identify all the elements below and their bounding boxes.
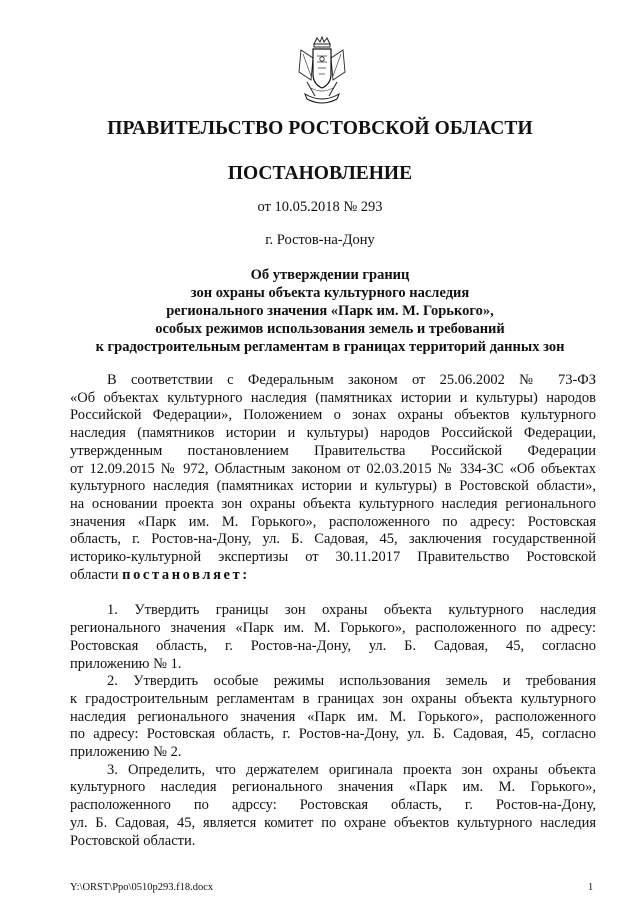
text-line: приложению № 2. — [70, 744, 182, 761]
text-line — [70, 567, 596, 585]
text-line: ул. Б. Садовая, 45, является комитет по охране объектов культурного наследия — [70, 814, 596, 831]
text-line: к градостроительным регламентам в границах зон охраны объекта культурного — [70, 690, 596, 707]
coat-of-arms-icon — [293, 36, 351, 106]
decree-body — [70, 372, 596, 850]
text-line: Ростовской области. — [70, 832, 196, 849]
preamble-paragraph — [70, 372, 596, 584]
text-line: 2. Утвердить особые режимы использования земель и требования — [107, 673, 596, 690]
text-line: историко-культурной экспертизы от 30.11.2017 Правительство Ростовской — [70, 549, 596, 566]
text-line: от 12.09.2015 № 972, Областным законом от 02.03.2015 № 334-ЗС «Об объектах — [70, 460, 596, 477]
item-paragraph-3 — [70, 762, 596, 851]
text-line: по адресу: Ростовская область, г. Ростов-на-Дону, ул. Б. Садовая, 45, согласно — [70, 726, 596, 743]
text-line: наследия регионального значения «Парк им. М. Горького», расположенного — [70, 708, 596, 725]
text-line: «Об объектах культурного наследия (памятниках истории и культуры) народов — [70, 389, 596, 406]
text-line: значения «Парк им. М. Горького», расположенного по адресу: Ростовская — [70, 513, 596, 530]
title-line: регионального значения «Парк им. М. Горького», — [166, 303, 494, 319]
item-paragraph-2 — [70, 673, 596, 762]
text-line: культурного наследия (памятниках истории и культуры) в Ростовской области», — [70, 478, 596, 495]
text-line: на основании проекта зон охраны объекта культурного наследия регионального — [70, 495, 596, 512]
text-line: приложению № 1. — [70, 655, 182, 672]
file-path: Y:\ORST\Ppo\0510p293.f18.docx — [70, 882, 214, 893]
item-paragraph-1 — [70, 602, 596, 673]
decree-title — [70, 266, 590, 356]
decree-date-number: от 10.05.2018 № 293 — [257, 199, 383, 215]
text-line: расположенного по адрссу: Ростовская область, г. Ростов-на-Дону, — [70, 797, 596, 814]
text-line: наследия (памятников истории и культуры) народов Российской Федерации, — [70, 425, 596, 442]
text-line: В соответствии с Федеральным законом от 25.06.2002 № 73-ФЗ — [107, 372, 596, 388]
page-number: 1 — [588, 882, 594, 893]
resolves-word: постановляет: — [122, 566, 250, 583]
text-line: 3. Определить, что держателем оригинала проекта зон охраны объекта — [107, 761, 596, 778]
text-line: 1. Утвердить границы зон охраны объекта культурного наследия — [107, 602, 596, 619]
title-line: к градостроительным регламентам в границах территорий данных зон — [95, 339, 565, 355]
text-line: утвержденным постановлением Правительства Российской Федерации — [70, 442, 596, 459]
title-line: особых режимов использования земель и требований — [155, 321, 505, 337]
government-name: ПРАВИТЕЛЬСТВО РОСТОВСКОЙ ОБЛАСТИ — [107, 118, 533, 139]
issue-city: г. Ростов-на-Дону — [265, 232, 375, 248]
text-line: область, г. Ростов-на-Дону, ул. Б. Садовая, 45, заключения государственной — [70, 531, 596, 548]
title-line: зон охраны объекта культурного наследия — [190, 285, 470, 301]
title-line: Об утверждении границ — [250, 267, 410, 283]
preamble-last-prefix: области — [70, 566, 123, 583]
text-line: регионального значения «Парк им. М. Горького», расположенного по адресу: — [70, 620, 596, 637]
text-line: культурного наследия регионального значения «Парк им. М. Горького», — [70, 779, 596, 796]
document-type: ПОСТАНОВЛЕНИЕ — [227, 163, 413, 184]
text-line: Ростовская область, г. Ростов-на-Дону, ул. Б. Садовая, 45, согласно — [70, 637, 596, 654]
text-line: Российской Федерации», Положением о зонах охраны объектов культурного — [70, 407, 596, 424]
